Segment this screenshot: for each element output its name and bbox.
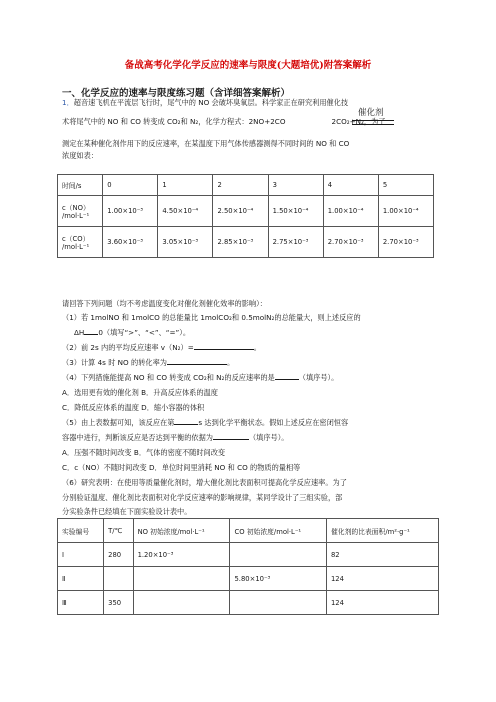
q1-text: 超音速飞机在平流层飞行时，尾气中的 NO 会破坏臭氧层。科学家正在研究利用催化技: [73, 98, 349, 107]
table-cell: 5: [378, 175, 433, 196]
q-part1a: （1）若 1molNO 和 1molCO 的总能量比 1molCO₂和 0.5molN₂的总能量大，则上述反应的: [62, 313, 361, 322]
doc-title: 备战高考化学化学反应的速率与限度(大题培优)附答案解析: [124, 60, 372, 71]
table-header-row: [58, 175, 434, 196]
table-cell: 3.05×10⁻³: [158, 227, 213, 258]
table-cell: 1: [158, 175, 213, 196]
q-part6b: 分别验证温度、催化剂比表面积对化学反应速率的影响规律，某同学设计了三组实验，部: [62, 493, 343, 502]
table-cell: 0: [103, 175, 158, 196]
table-cell: 时间/s: [58, 175, 103, 196]
table-row: [58, 591, 439, 615]
table-cell: Ⅱ: [58, 567, 104, 591]
table-cell: CO 初始浓度/mol·L⁻¹: [230, 519, 327, 543]
q-part6a: （6）研究表明：在使用等质量催化剂时，增大催化剂比表面积可提高化学反应速率。为了: [62, 478, 347, 487]
table-cell: 2.70×10⁻³: [378, 227, 433, 258]
q-part4-options-cd: C．降低反应体系的温度 D．缩小容器的体积: [62, 403, 205, 412]
table-cell: [230, 543, 327, 567]
table-cell: 1.00×10⁻⁴: [378, 196, 433, 227]
q-part5-options-cd: C．c（NO）不随时间改变 D．单位时间里消耗 NO 和 CO 的物质的量相等: [62, 463, 301, 472]
table-cell: [133, 567, 230, 591]
table-cell: 124: [326, 567, 438, 591]
table-cell: [133, 591, 230, 615]
equation-right: 2CO₂+N₂，为了: [331, 117, 386, 126]
table-cell: 124: [326, 591, 438, 615]
q-part4: （4）下列措施能提高 NO 和 CO 转变成 CO₂和 N₂的反应速率的是 （填序号）。: [62, 373, 339, 382]
catalyst-label: 催化剂: [358, 108, 384, 118]
table-cell: [230, 591, 327, 615]
section-heading: 一、化学反应的速率与限度练习题（含详细答案解析）: [62, 88, 291, 99]
table-cell: [104, 567, 133, 591]
q-part4-options-ab: A．选用更有效的催化剂 B．升高反应体系的温度: [62, 388, 218, 397]
table-cell: NO 初始浓度/mol·L⁻¹: [133, 519, 230, 543]
q-part3: （3）计算 4s 时 NO 的转化率为 。: [62, 358, 235, 367]
answer-blank[interactable]: [84, 334, 98, 335]
table-cell: 280: [104, 543, 133, 567]
table-cell: 2: [213, 175, 268, 196]
table-cell: Ⅰ: [58, 543, 104, 567]
table-cell: 1.00×10⁻³: [103, 196, 158, 227]
q-part6c: 分实验条件已经填在下面实验设计表中。: [62, 507, 192, 516]
table-cell: 3.60×10⁻³: [103, 227, 158, 258]
table-cell: 5.80×10⁻³: [230, 567, 327, 591]
q-part5a: （5）由上表数据可知，该反应在第 s 达到化学平衡状态。假如上述反应在密闭恒容: [62, 418, 349, 427]
table-row: [58, 227, 434, 258]
table-cell: T/℃: [104, 519, 133, 543]
q-part1b: ΔH 0（填写“>”、“<”、“=”）。: [74, 328, 191, 337]
q1-line1: [62, 98, 348, 108]
table-cell: Ⅲ: [58, 591, 104, 615]
questions-intro: 请回答下列问题（均不考虑温度变化对催化剂催化效率的影响）：: [62, 299, 267, 308]
table-cell: 350: [104, 591, 133, 615]
q1-line2: [62, 117, 385, 127]
q-part5-options-ab: A．压强不随时间改变 B．气体的密度不随时间改变: [62, 448, 226, 457]
table-cell: 2.75×10⁻³: [268, 227, 323, 258]
table-cell: 82: [326, 543, 438, 567]
table-cell: 催化剂的比表面积/m²·g⁻¹: [326, 519, 438, 543]
question-number: 1．: [62, 98, 74, 107]
table-cell: 1.00×10⁻⁴: [323, 196, 378, 227]
table-cell: 4: [323, 175, 378, 196]
table-row-label: c（NO） /mol·L⁻¹: [58, 196, 103, 227]
table-row: [58, 543, 439, 567]
table-cell: 2.70×10⁻³: [323, 227, 378, 258]
q1-line4: 浓度如表：: [62, 151, 98, 160]
experiment-design-table: [57, 518, 439, 615]
table-row: [58, 196, 434, 227]
q1-line3: 测定在某种催化剂作用下的反应速率，在某温度下用气体传感器测得不同时间的 NO 和 CO: [62, 139, 350, 148]
answer-blank[interactable]: [275, 379, 299, 380]
table-cell: 1.50×10⁻⁴: [268, 196, 323, 227]
q-part2: （2）前 2s 内的平均反应速率 v（N₂）= 。: [62, 343, 261, 352]
table-header-row: [58, 519, 439, 543]
table-cell: 2.50×10⁻⁴: [213, 196, 268, 227]
equation-left: 术将尾气中的 NO 和 CO 转变成 CO₂和 N₂，化学方程式：2NO+2CO: [62, 117, 286, 126]
answer-blank[interactable]: [194, 349, 254, 350]
q-part5b: 容器中进行，判断该反应是否达到平衡的依据为 （填序号）。: [62, 433, 289, 442]
table-cell: 2.85×10⁻³: [213, 227, 268, 258]
table-row: [58, 567, 439, 591]
answer-blank[interactable]: [174, 424, 198, 425]
table-cell: 4.50×10⁻⁴: [158, 196, 213, 227]
table-cell: 3: [268, 175, 323, 196]
table-cell: 1.20×10⁻³: [133, 543, 230, 567]
answer-blank[interactable]: [167, 364, 227, 365]
table-row-label: c（CO） /mol·L⁻¹: [58, 227, 103, 258]
table-cell: 实验编号: [58, 519, 104, 543]
concentration-table: [57, 174, 434, 258]
answer-blank[interactable]: [213, 439, 249, 440]
